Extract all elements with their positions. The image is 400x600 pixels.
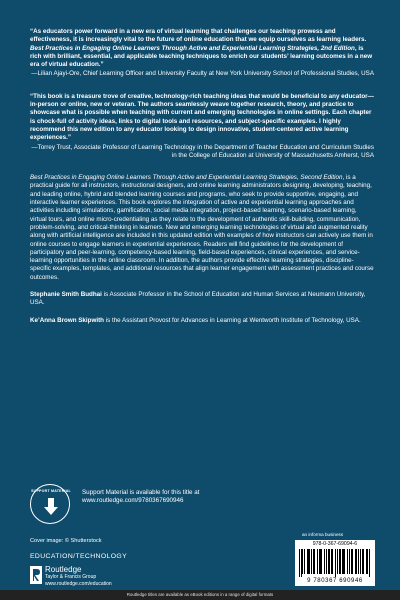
barcode-bar (362, 549, 363, 574)
author-2-bio: is the Assistant Provost for Advances in Learning at Wentworth Institute of Technology, USA. (103, 316, 361, 324)
cover-credit: Cover image: © Shutterstock (30, 538, 102, 544)
publisher-logo (30, 565, 190, 589)
barcode-bar (326, 549, 327, 574)
support-line-1: Support Material is available for this title at (82, 489, 200, 496)
author-2-name: Ke’Anna Brown Skipwith (30, 316, 104, 324)
barcode-bar (317, 549, 318, 574)
author-1-bio: is Associate Professor in the School of Education and Human Services at Neumann University, USA. (30, 291, 366, 307)
barcode-bar (347, 549, 348, 574)
barcode-bar (340, 549, 341, 574)
barcode-bar (358, 549, 359, 574)
barcode-bar (328, 549, 329, 574)
quote-1-text-end: , is rich with brilliant, essential, and applicable teaching techniques to enrich our students’ learning outcomes in a new era of virtual education.” (30, 44, 373, 69)
barcode-bar (313, 549, 314, 574)
barcode-bar (342, 549, 343, 574)
badge-label: SUPPORT MATERIAL (31, 489, 71, 493)
barcode-bar (331, 549, 332, 574)
barcode-bar (302, 549, 303, 574)
informa-tagline: an informa business (302, 532, 344, 537)
book-description (30, 174, 374, 282)
barcode-bar (366, 549, 367, 574)
barcode-bar (363, 549, 364, 574)
author-bio-2 (30, 317, 374, 325)
barcode-bar (337, 549, 338, 574)
barcode-bar (329, 549, 330, 574)
description-body: , is a practical guide for all instructors, instructional designers, and online learning administrators designing, developing, teaching, and leading online, hybrid and blended learning courses and programs, who seek to provide supportive, engaging, and interactive learner experiences. This book explores the integration of active and experiential learning approaches and activities including simulations, gamification, social media integration, project-based learning, scenario-based learning, virtual tours, and online micro-credentialing as they relate to the development of authentic skill-building, communication, problem-solving, and critical-thinking in learners. New and emerging learning technologies of virtual and augmented reality along with artificial intelligence are included in this updated edition with examples of how instructors can actively use them in online courses to engage learners in experiential experiences. Readers will find guidelines for the development of participatory and peer-learning, competency-based learning, field-based experiences, clinical experiences, and service-learning opportunities in the online classroom. In addition, the authors provide effective learning strategies, discipline-specific examples, templates, and additional resources that align learner engagement with assessment practices and course outcomes. (30, 174, 374, 281)
download-arrow-icon (43, 497, 59, 517)
description-book-title: Best Practices in Engaging Online Learners Through Active and Experiential Learning Strategies, Second Edition (30, 174, 343, 182)
quote-1-attribution: —Lilian Ajayi-Ore, Chief Learning Officer and University Faculty at New York University School of Professional Studies, USA (31, 70, 374, 78)
barcode-bar (335, 549, 336, 577)
barcode-bar (343, 549, 344, 574)
barcode-bar (314, 549, 315, 574)
barcode-bar (356, 549, 357, 574)
text-area (30, 28, 374, 325)
barcode-bar (360, 549, 361, 574)
barcode-bar (308, 549, 309, 574)
barcode-bar (320, 549, 321, 574)
author-1-name: Stephanie Smith Budhai (30, 291, 102, 299)
support-material-badge (30, 484, 70, 524)
publisher-url[interactable]: www.routledge.com/education (45, 581, 112, 587)
barcode-bar (319, 549, 320, 574)
barcode-bar (309, 549, 310, 574)
isbn-barcode (295, 540, 375, 586)
barcode-bar (299, 549, 300, 577)
quote-1-book-title: Best Practices in Engaging Online Learners Through Active and Experiential Learning Strategies, 2nd Edition (30, 44, 355, 52)
publisher-group: Taylor & Francis Group (45, 574, 97, 580)
quote-2-attribution: —Torrey Trust, Associate Professor of Learning Technology in the Department of Teacher Education and Curriculum Studies in the College of Education at University of Massachusetts Amherst, USA (31, 143, 374, 159)
subject-category: EDUCATION/TECHNOLOGY (30, 553, 127, 560)
barcode-bar (307, 549, 308, 574)
barcode-bar (324, 549, 325, 574)
barcode-bar (321, 549, 322, 574)
barcode-bar (301, 549, 302, 577)
barcode-bar (304, 549, 305, 574)
support-url[interactable]: www.routledge.com/9780367690946 (82, 497, 184, 505)
barcode-bar (355, 549, 356, 574)
support-material (30, 484, 370, 528)
routledge-logo-icon (30, 566, 42, 584)
barcode-bar (339, 549, 340, 574)
ebook-footer: Routledge titles are available as eBook editions in a range of digital formats (0, 590, 400, 600)
barcode-bar (369, 549, 370, 577)
barcode-bar (311, 549, 312, 574)
barcode-bar (367, 549, 368, 574)
quote-1-text: “As educators power forward in a new era of virtual learning that challenges our teaching prowess and effectiveness, it is increasingly vital to the future of online education that we equip ourselves as learning leaders. (30, 28, 367, 44)
barcode-bar (349, 549, 350, 574)
barcode-icon (299, 549, 371, 577)
quote-2: “This book is a treasure trove of creative, technology-rich teaching ideas that would be beneficial to any educator—in-person or online, new or veteran. The authors seamlessly weave together research, theory, and practice to showcase what is possible when teaching with current and emerging technologies in online settings. Each chapter is chock-full of activity ideas, links to digital tools and resources, and subject-specific examples. I highly recommend this new edition to any educator looking to design innovative, student-centered active learning experiences.” (30, 92, 374, 142)
barcode-bar (351, 549, 352, 574)
isbn-number: 978-0-367-69094-6 (312, 541, 358, 547)
barcode-bar (344, 549, 345, 574)
barcode-bar (352, 549, 353, 574)
support-text (82, 489, 199, 506)
isbn-digits: 9 780367 690946 (307, 578, 363, 584)
barcode-bar (332, 549, 333, 574)
quote-1 (30, 28, 374, 69)
author-bio-1 (30, 291, 374, 308)
publisher-name: Routledge (45, 565, 82, 574)
